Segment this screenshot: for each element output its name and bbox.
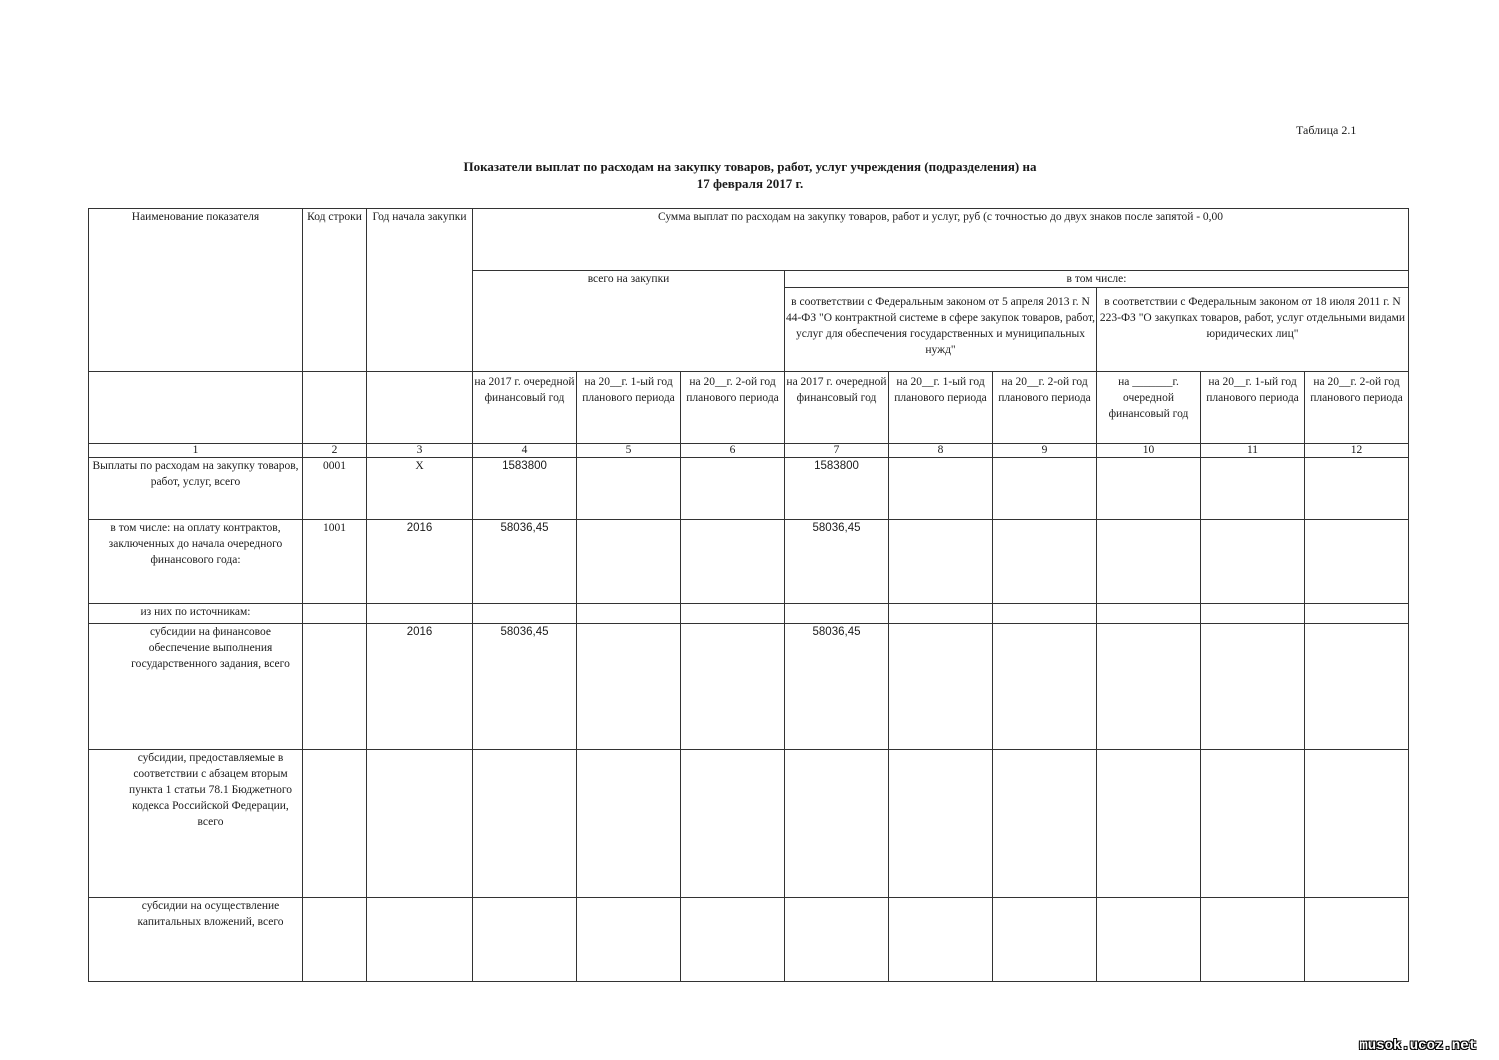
row-value [1097,458,1201,520]
header-period: на 20__г. 1-ый год планового периода [1201,372,1305,444]
row-value [577,750,681,898]
row-name: субсидии, предоставляемые в соответствии с абзацем вторым пункта 1 статьи 78.1 Бюджетного кодекса Российской Федерации, всего [89,750,303,898]
row-value [577,898,681,982]
row-value [681,898,785,982]
column-number: 10 [1097,444,1201,458]
row-value [1097,624,1201,750]
row-value [681,520,785,604]
row-value: 1583800 [785,458,889,520]
table-row [89,624,1409,750]
column-number: 4 [473,444,577,458]
table-row [89,604,1409,624]
row-year [367,898,473,982]
column-number: 9 [993,444,1097,458]
table-row [89,520,1409,604]
row-value [1305,458,1409,520]
header-period: на 20__г. 2-ой год планового периода [993,372,1097,444]
table-row [89,898,1409,982]
header-including: в том числе: [785,271,1409,288]
row-value [1097,750,1201,898]
row-value [1305,750,1409,898]
header-total: всего на закупки [473,271,785,372]
row-value [1097,898,1201,982]
header-period: на 2017 г. очередной финансовый год [785,372,889,444]
row-value [577,520,681,604]
column-number: 12 [1305,444,1409,458]
row-value [889,750,993,898]
row-value [577,604,681,624]
row-value [785,898,889,982]
header-code: Код строки [303,209,367,372]
row-name: Выплаты по расходам на закупку товаров, работ, услуг, всего [89,458,303,520]
header-period: на 20__г. 2-ой год планового периода [1305,372,1409,444]
row-value [993,624,1097,750]
table-row [89,750,1409,898]
row-value [1201,604,1305,624]
row-code [303,750,367,898]
row-value [681,624,785,750]
row-value: 58036,45 [473,520,577,604]
row-value [993,604,1097,624]
header-law-223: в соответствии с Федеральным законом от 18 июля 2011 г. N 223-ФЗ "О закупках товаров, работ, услуг отдельными видами юридических лиц" [1097,288,1409,372]
row-code [303,898,367,982]
row-name: в том числе: на оплату контрактов, заключенных до начала очередного финансового года: [89,520,303,604]
header-periods-row [89,372,1409,444]
row-value [473,604,577,624]
column-number: 1 [89,444,303,458]
row-value: 58036,45 [785,624,889,750]
header-law-44: в соответствии с Федеральным законом от 5 апреля 2013 г. N 44-ФЗ "О контрактной системе в сфере закупок товаров, работ, услуг для обеспечения государственных и муниципальных нужд" [785,288,1097,372]
row-code: 0001 [303,458,367,520]
row-value [889,604,993,624]
row-value [1097,520,1201,604]
column-number: 7 [785,444,889,458]
row-value [473,898,577,982]
row-value [889,624,993,750]
title-line-1: Показатели выплат по расходам на закупку товаров, работ, услуг учреждения (подразделения) на [463,159,1037,174]
row-value [1305,520,1409,604]
header-period-empty [367,372,473,444]
row-year: X [367,458,473,520]
payments-table [88,208,1409,982]
row-value: 58036,45 [785,520,889,604]
header-period: на _______г. очередной финансовый год [1097,372,1201,444]
row-value [1201,624,1305,750]
row-value: 1583800 [473,458,577,520]
row-value [577,624,681,750]
row-value [577,458,681,520]
column-number: 11 [1201,444,1305,458]
row-name: из них по источникам: [89,604,303,624]
column-number: 3 [367,444,473,458]
row-value [993,750,1097,898]
row-value [993,898,1097,982]
row-code: 1001 [303,520,367,604]
row-value [1305,898,1409,982]
row-value [889,520,993,604]
header-sum: Сумма выплат по расходам на закупку товаров, работ и услуг, руб (с точностью до двух знаков после запятой - 0,00 [473,209,1409,271]
site-watermark: musok.ucoz.net [1359,1038,1477,1054]
row-code [303,604,367,624]
title-line-2: 17 февраля 2017 г. [696,176,804,191]
row-value [1305,624,1409,750]
row-year [367,604,473,624]
header-period: на 20__г. 1-ый год планового периода [577,372,681,444]
header-period: на 20__г. 1-ый год планового периода [889,372,993,444]
header-year: Год начала закупки [367,209,473,372]
column-numbers-row [89,444,1409,458]
column-number: 5 [577,444,681,458]
row-value [1201,458,1305,520]
row-value [1201,898,1305,982]
column-number: 2 [303,444,367,458]
header-period: на 20__г. 2-ой год планового периода [681,372,785,444]
header-name: Наименование показателя [89,209,303,372]
row-value: 58036,45 [473,624,577,750]
row-value [785,750,889,898]
row-value [1305,604,1409,624]
row-year: 2016 [367,520,473,604]
row-year: 2016 [367,624,473,750]
document-title [300,158,1200,192]
column-number: 6 [681,444,785,458]
row-value [1201,520,1305,604]
table-row [89,458,1409,520]
header-period-empty [89,372,303,444]
row-code [303,624,367,750]
header-period-empty [303,372,367,444]
header-row-1 [89,209,1409,271]
row-value [681,750,785,898]
row-value [993,520,1097,604]
table-number: Таблица 2.1 [1296,123,1357,137]
row-year [367,750,473,898]
row-value [785,604,889,624]
row-name: субсидии на осуществление капитальных вложений, всего [89,898,303,982]
row-value [993,458,1097,520]
row-value [681,458,785,520]
header-period: на 2017 г. очередной финансовый год [473,372,577,444]
row-name: субсидии на финансовое обеспечение выполнения государственного задания, всего [89,624,303,750]
row-value [1097,604,1201,624]
column-number: 8 [889,444,993,458]
row-value [473,750,577,898]
row-value [889,898,993,982]
row-value [681,604,785,624]
row-value [889,458,993,520]
row-value [1201,750,1305,898]
